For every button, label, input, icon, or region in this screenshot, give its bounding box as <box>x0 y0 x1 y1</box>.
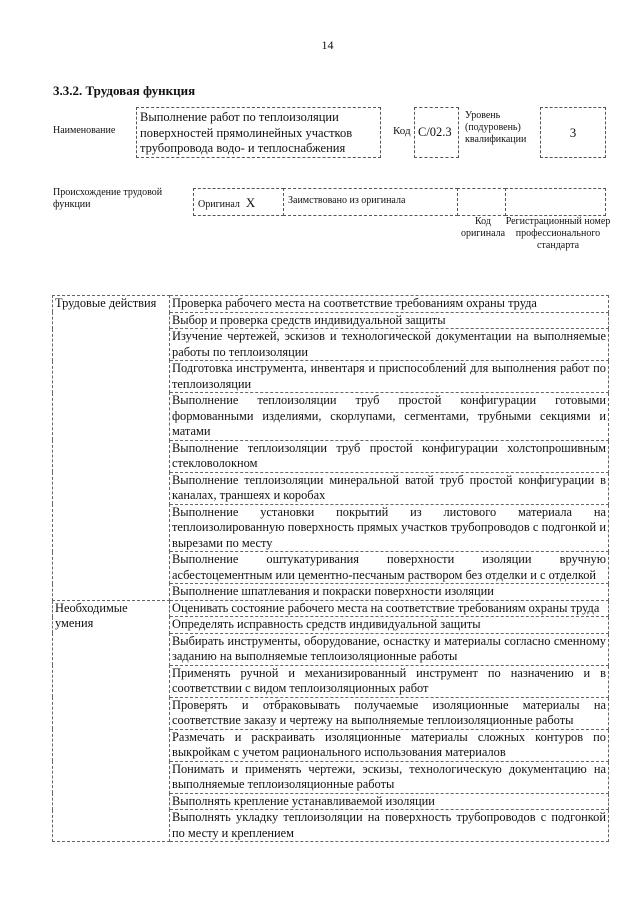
page-number: 14 <box>321 38 334 52</box>
skill-group-label: Необходимые умения <box>53 600 170 842</box>
origin-label: Происхождение трудовой функции <box>53 187 163 210</box>
name-value: Выполнение работ по теплоизоляции поверхностей прямолинейных участков трубопровода водо- и теплоснабжения <box>136 107 381 158</box>
labor-action-group-label: Трудовые действия <box>53 296 170 601</box>
code-label: Код <box>393 125 411 137</box>
skill-item: Выбирать инструменты, оборудование, оснастку и материалы согласно сменному заданию на выполняемые теплоизоляционные работы <box>170 633 609 665</box>
labor-action-item: Выполнение оштукатуривания поверхности изоляции вручную асбестоцементным или цементно-песчаным раствором без отделки и с отделкой <box>170 552 609 584</box>
skill-item: Оценивать состояние рабочего места на соответствие требованиям охраны труда <box>170 600 609 617</box>
section-title: 3.3.2. Трудовая функция <box>53 83 196 98</box>
table-row <box>53 600 609 617</box>
skill-item: Проверять и отбраковывать получаемые изоляционные материалы на соответствие заказу и чертежу на выполняемые теплоизоляционные работы <box>170 697 609 729</box>
name-label: Наименование <box>53 125 116 136</box>
labor-action-item: Выполнение установки покрытий из листового материала на теплоизолированную поверхность прямых участков трубопроводов с подгонкой и вырезами по месту <box>170 504 609 552</box>
skill-item: Применять ручной и механизированный инструмент по назначению и в соответствии с видом теплоизоляционных работ <box>170 665 609 697</box>
level-value: 3 <box>540 107 606 158</box>
function-table <box>52 295 609 842</box>
labor-action-item: Подготовка инструмента, инвентаря и приспособлений для выполнения работ по теплоизоляции <box>170 361 609 393</box>
labor-action-item: Выбор и проверка средств индивидуальной защиты <box>170 312 609 329</box>
skill-item: Размечать и раскраивать изоляционные материалы сложных контуров по выкройкам с учетом рационального использования материалов <box>170 729 609 761</box>
skill-item: Выполнять укладку теплоизоляции на поверхность трубопроводов с подгонкой по месту и креплением <box>170 810 609 842</box>
labor-action-item: Выполнение шпатлевания и покраски поверхности изоляции <box>170 584 609 601</box>
table-row <box>53 296 609 313</box>
reg-number-cell <box>505 188 606 216</box>
code-original-cell <box>457 188 506 216</box>
labor-action-item: Выполнение теплоизоляции труб простой конфигурации готовыми формованными изделиями, скорлупами, сегментами, трубными секциями и матами <box>170 393 609 441</box>
caption-reg-number: Регистрационный номер профессионального стандарта <box>505 216 611 251</box>
skill-item: Определять исправность средств индивидуальной защиты <box>170 617 609 634</box>
borrowed-cell: Заимствовано из оригинала <box>283 188 458 216</box>
original-cell <box>193 188 284 216</box>
labor-action-item: Изучение чертежей, эскизов и технологической документации на выполняемые работы по теплоизоляции <box>170 329 609 361</box>
skill-item: Понимать и применять чертежи, эскизы, технологическую документацию на выполняемые теплоизоляционные работы <box>170 761 609 793</box>
original-label: Оригинал <box>198 199 240 210</box>
labor-action-item: Выполнение теплоизоляции труб простой конфигурации холстопрошивным стекловолокном <box>170 440 609 472</box>
skill-item: Выполнять крепление устанавливаемой изоляции <box>170 793 609 810</box>
original-mark: X <box>245 195 256 210</box>
labor-action-item: Выполнение теплоизоляции минеральной ватой труб простой конфигурации в каналах, траншеях и коробах <box>170 472 609 504</box>
caption-code-original: Код оригинала <box>460 216 506 239</box>
labor-action-item: Проверка рабочего места на соответствие требованиям охраны труда <box>170 296 609 313</box>
code-value: C/02.3 <box>414 107 459 158</box>
level-label: Уровень (подуровень) квалификации <box>465 110 527 145</box>
